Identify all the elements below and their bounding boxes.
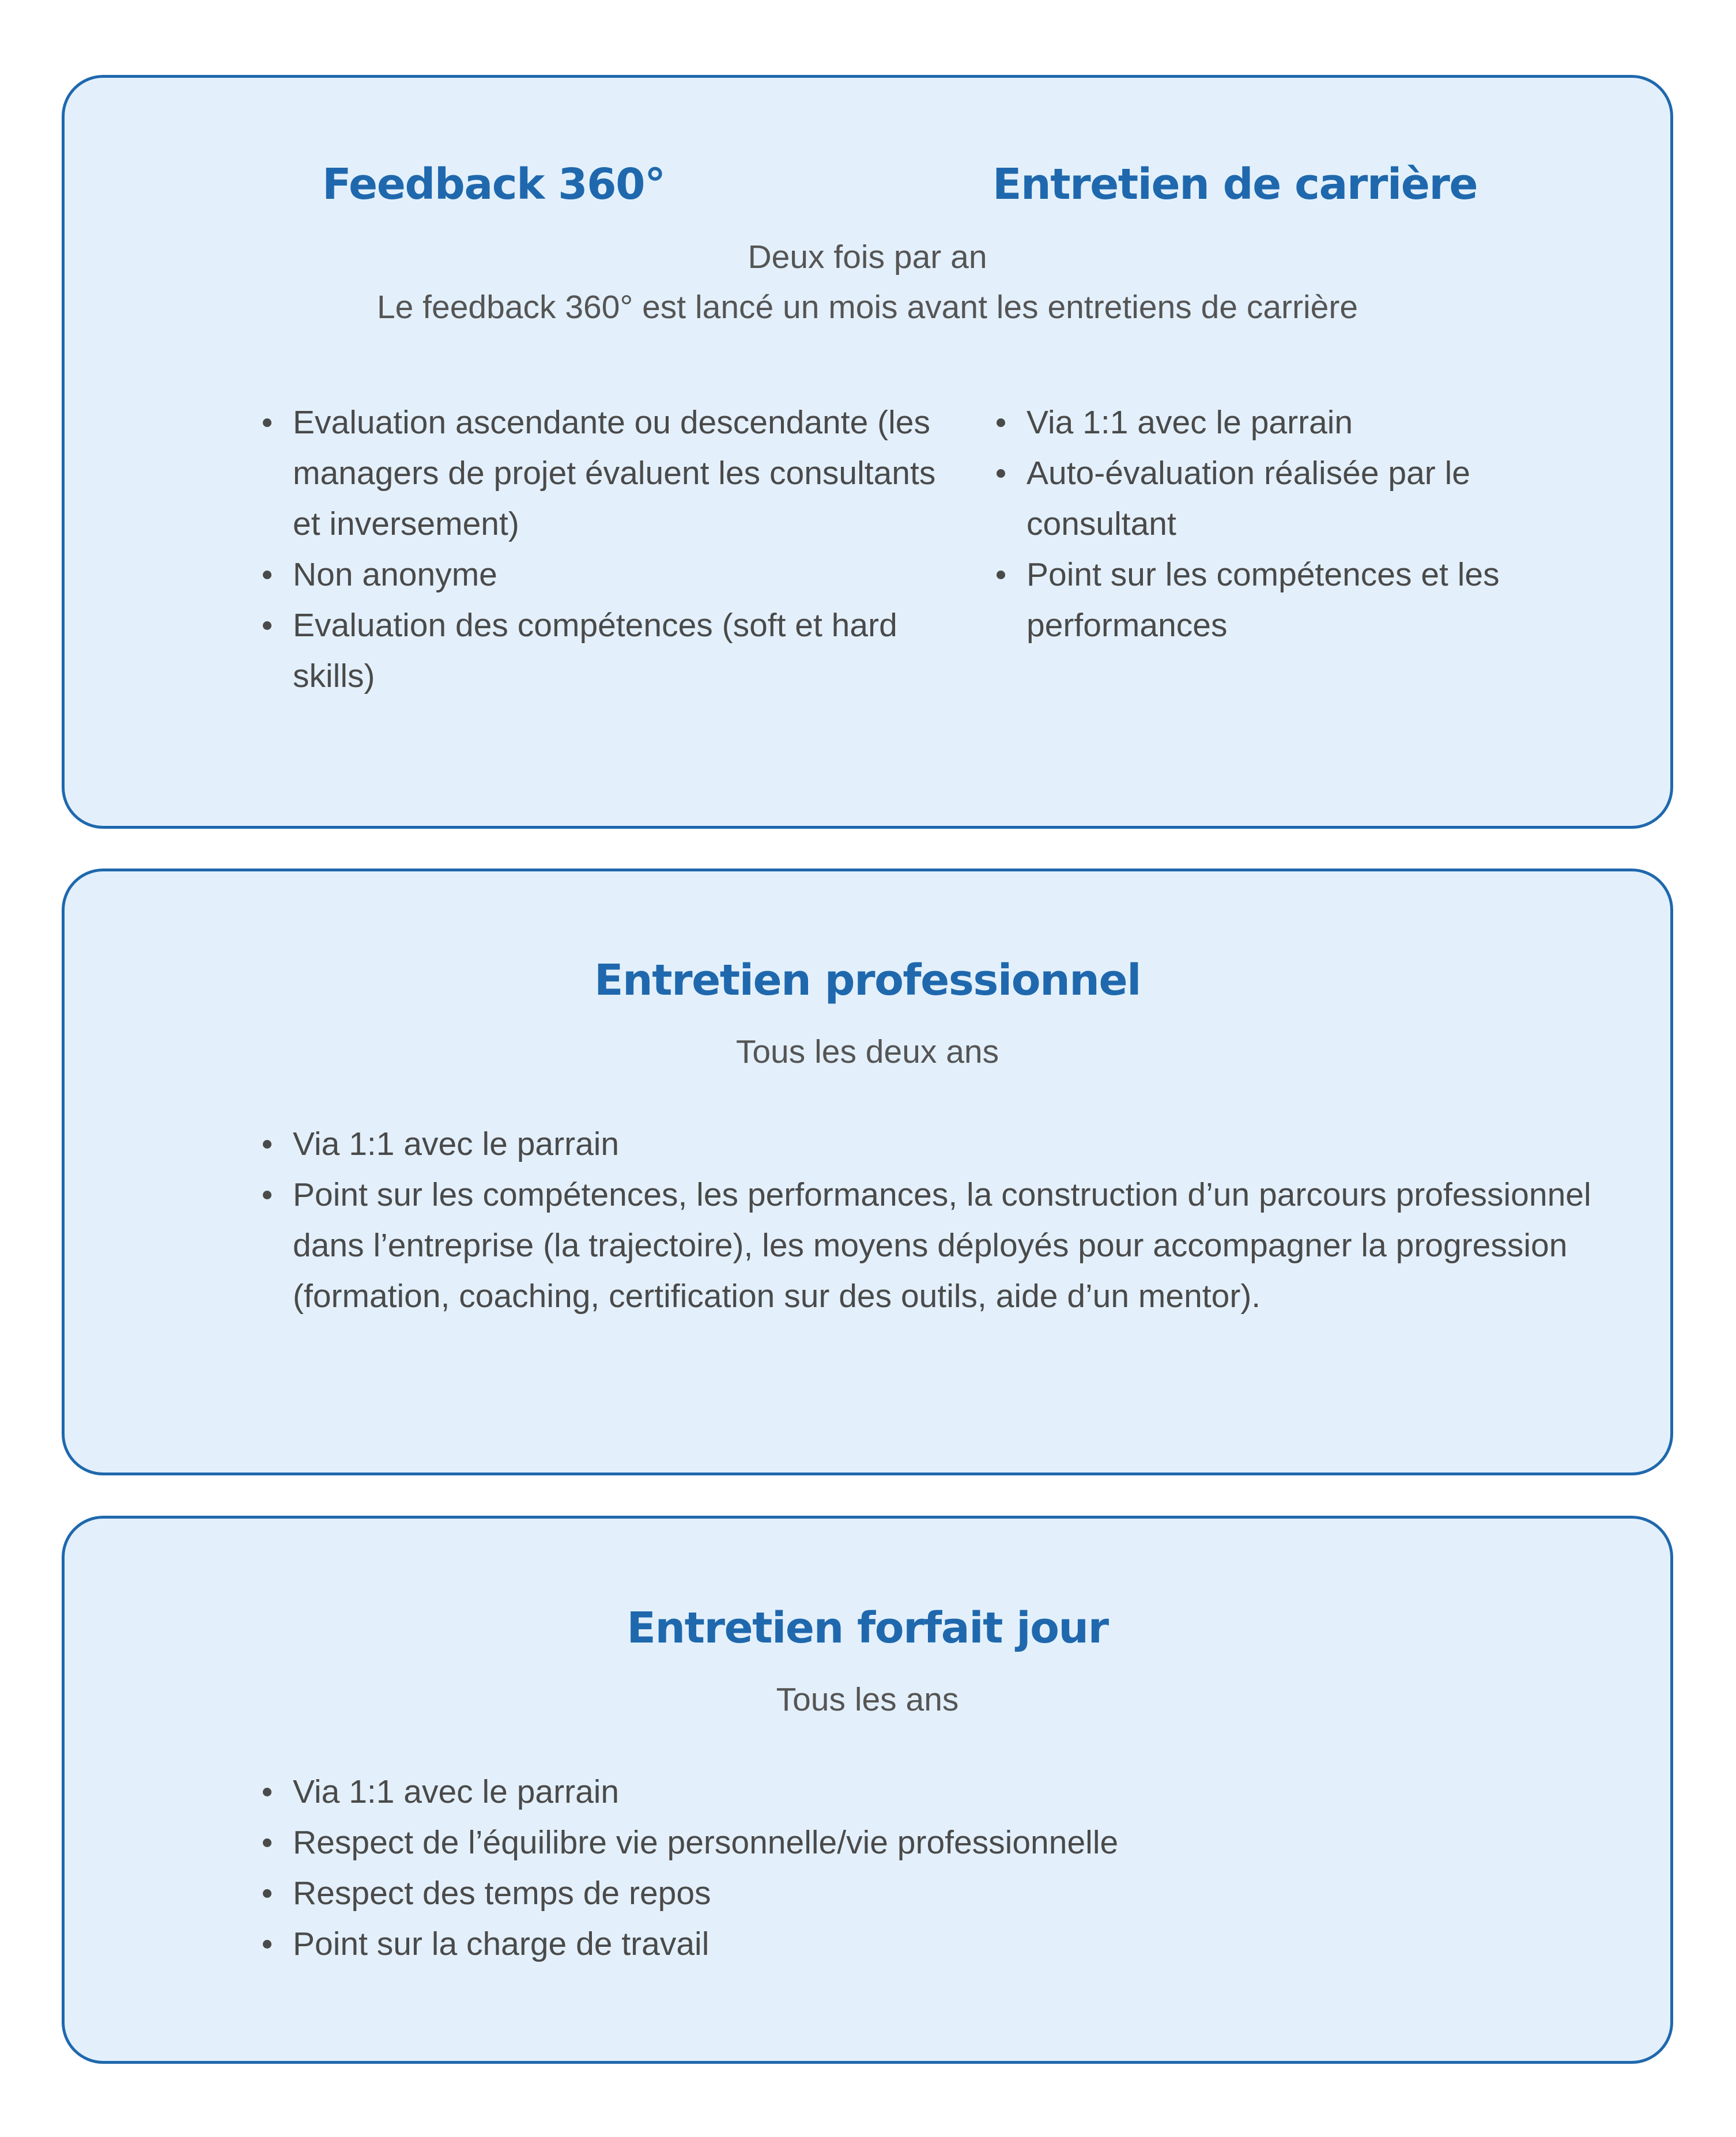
list-item: Point sur les compétences, les performances, la construction d’un parcours professionnel dans l’entreprise (la trajectoire), les moyens déployés pour accompagner la progression (formation, coaching, certification sur des outils, aide d’un mentor). bbox=[261, 1169, 1604, 1322]
list-item: Point sur les compétences et les performances bbox=[995, 549, 1525, 651]
list-item: Evaluation des compétences (soft et hard skills) bbox=[261, 600, 970, 701]
list-item: Point sur la charge de travail bbox=[261, 1919, 1604, 1969]
feedback-timing-note: Le feedback 360° est lancé un mois avant les entretiens de carrière bbox=[376, 289, 1358, 326]
list-item: Via 1:1 avec le parrain bbox=[261, 1119, 1604, 1169]
professional-frequency: Tous les deux ans bbox=[735, 1033, 999, 1070]
feedback-360-title: Feedback 360° bbox=[322, 160, 665, 209]
list-item: Non anonyme bbox=[261, 549, 970, 600]
feedback-frequency: Deux fois par an bbox=[748, 239, 987, 275]
professional-interview-card bbox=[62, 869, 1673, 1475]
list-item: Via 1:1 avec le parrain bbox=[995, 397, 1525, 448]
flat-rate-frequency: Tous les ans bbox=[776, 1681, 959, 1718]
list-item: Auto-évaluation réalisée par le consultant bbox=[995, 448, 1525, 549]
flat-rate-interview-list bbox=[261, 1766, 1604, 1969]
career-interview-list bbox=[995, 397, 1525, 651]
list-item: Respect des temps de repos bbox=[261, 1868, 1604, 1919]
career-interview-title: Entretien de carrière bbox=[992, 160, 1478, 209]
professional-interview-title: Entretien professionnel bbox=[594, 956, 1141, 1005]
feedback-career-card bbox=[62, 75, 1673, 829]
feedback-360-list bbox=[261, 397, 970, 701]
flat-rate-interview-title: Entretien forfait jour bbox=[627, 1603, 1108, 1653]
list-item: Via 1:1 avec le parrain bbox=[261, 1766, 1604, 1817]
professional-interview-list bbox=[261, 1119, 1604, 1322]
list-item: Respect de l’équilibre vie personnelle/vie professionnelle bbox=[261, 1817, 1604, 1868]
list-item: Evaluation ascendante ou descendante (les managers de projet évaluent les consultants et inversement) bbox=[261, 397, 970, 549]
flat-rate-interview-card bbox=[62, 1516, 1673, 2064]
